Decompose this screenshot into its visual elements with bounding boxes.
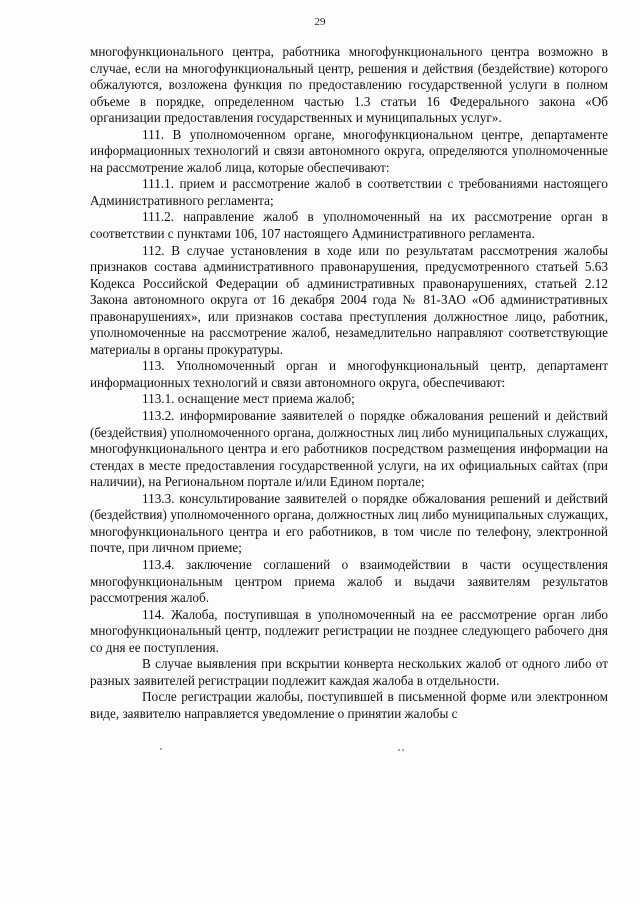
page-number: 29 xyxy=(314,16,326,28)
paragraph-continuation: многофункционального центра, работника многофункционального центра возможно в случае, если на многофункциональный центр, решения и действия (бездействие) которого обжалуются, возложена функция по предоставлению государственной услуги в полном объеме в порядке, определенном частью 1.3 статьи 16 Федерального закона «Об организации предоставления государственных и муниципальных услуг». xyxy=(90,44,608,126)
paragraph-112: 112. В случае установления в ходе или по результатам рассмотрения жалобы признаков состава административного правонарушения, предусмотренного статьей 5.63 Кодекса Российской Федерации об административных правонарушениях, статьей 2.12 Закона автономного округа от 16 декабря 2004 года № 81-ЗАО «Об административных правонарушениях», или признаков состава преступления должностное лицо, работник, уполномоченные на рассмотрение жалоб, незамедлительно направляют соответствующие материалы в органы прокуратуры. xyxy=(90,242,608,357)
document-body xyxy=(90,44,608,722)
scan-dot xyxy=(402,749,404,751)
paragraph-111: 111. В уполномоченном органе, многофункциональном центре, департаменте информационных технологий и связи автономного округа, определяются уполномоченные на рассмотрение жалоб лица, которые обеспечивают: xyxy=(90,126,608,175)
paragraph-114: 114. Жалоба, поступившая в уполномоченный на ее рассмотрение орган либо многофункциональный центр, подлежит регистрации не позднее следующего рабочего дня со дня ее поступления. xyxy=(90,606,608,655)
scan-dot xyxy=(160,748,162,750)
paragraph-111-1: 111.1. прием и рассмотрение жалоб в соответствии с требованиями настоящего Административного регламента; xyxy=(90,176,608,208)
paragraph-113-2: 113.2. информирование заявителей о порядке обжалования решений и действий (бездействия) уполномоченного органа, должностных лиц либо муниципальных служащих, многофункционального центра и его работников посредством размещения информации на стендах в месте предоставления государственной услуги, на их официальных сайтах (при наличии), на Региональном портале и/или Едином портале; xyxy=(90,408,608,490)
paragraph-111-2: 111.2. направление жалоб в уполномоченный на их рассмотрение орган в соответствии с пунктами 106, 107 настоящего Административного регламента. xyxy=(90,209,608,242)
scan-artifact-dots xyxy=(0,748,640,752)
paragraph-113-4: 113.4. заключение соглашений о взаимодействии в части осуществления многофункциональным центром приема жалоб и выдачи заявителям результатов рассмотрения жалоб. xyxy=(90,556,608,606)
paragraph-113-1: 113.1. оснащение мест приема жалоб; xyxy=(142,391,355,407)
paragraph-113: 113. Уполномоченный орган и многофункциональный центр, департамент информационных технологий и связи автономного округа, обеспечивают: xyxy=(90,358,608,390)
scan-dot xyxy=(398,749,400,751)
paragraph-114-b: После регистрации жалобы, поступившей в письменной форме или электронном виде, заявителю направляется уведомление о принятии жалобы с xyxy=(90,689,608,721)
paragraph-114-a: В случае выявления при вскрытии конверта нескольких жалоб от одного либо от разных заявителей регистрации подлежит каждая жалоба в отдельности. xyxy=(90,656,608,688)
paragraph-113-3: 113.3. консультирование заявителей о порядке обжалования решений и действий (бездействия) уполномоченного органа, должностных лиц либо муниципальных служащих, многофункционального центра и его работников, в том числе по телефону, электронной почте, при личном приеме; xyxy=(90,490,608,556)
